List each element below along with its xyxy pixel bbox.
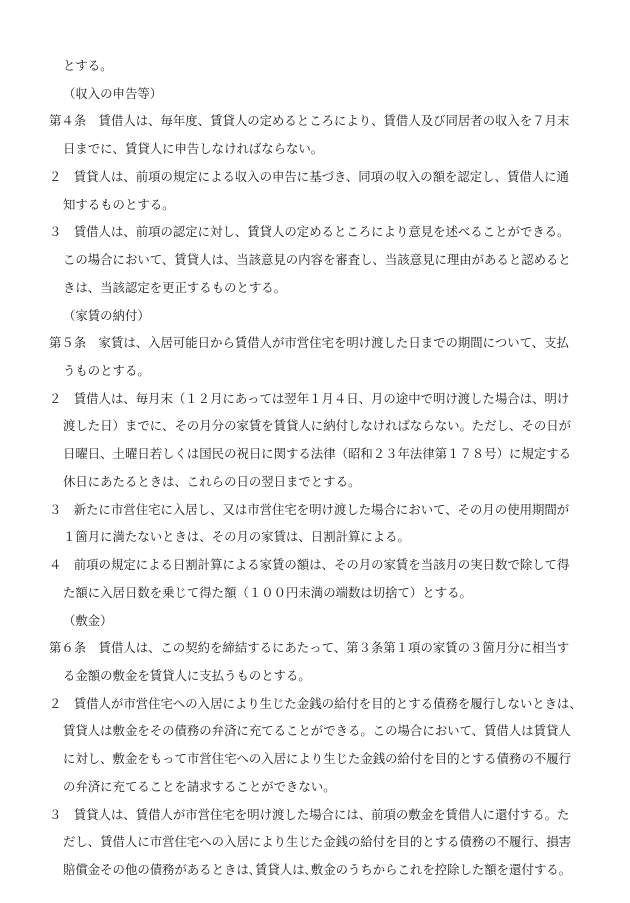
article-line: 第５条 家賃は、入居可能日から賃借人が市営住宅を明け渡した日までの期間について、支払 bbox=[49, 335, 569, 351]
paragraph-line: ２ 賃借人が市営住宅への入居により生じた金銭の給付を目的とする債務を履行しないときは、 bbox=[49, 695, 582, 711]
paragraph-line: ３ 新たに市営住宅に入居し、又は市営住宅を明け渡した場合において、その月の使用期間が bbox=[49, 501, 570, 517]
paragraph-line: ４ 前項の規定による日割計算による家賃の額は、その月の家賃を当該月の実日数で除して得 bbox=[49, 557, 570, 572]
article-line: 第６条 賃借人は、この契約を締結するにあたって、第３条第１項の家賃の３箇月分に相当す bbox=[49, 640, 570, 656]
text-line: 賠償金その他の債務があるときは､賃貸人は､敷金のうちからこれを控除した額を還付する。 bbox=[63, 862, 572, 877]
text-line: 賃貸人は敷金をその債務の弁済に充てることができる。この場合において、賃借人は賃貸人 bbox=[63, 723, 571, 739]
text-line: 知するものとする。 bbox=[63, 196, 175, 212]
text-line: る金額の敷金を賃貸人に支払うものとする。 bbox=[63, 667, 311, 683]
text-line: とする。 bbox=[63, 58, 113, 73]
text-line: １箇月に満たないときは、その月の家賃は、日割計算による。 bbox=[63, 529, 410, 545]
text-line: 休日にあたるときは、これらの日の翌日までとする。 bbox=[63, 473, 361, 489]
paragraph-line: ２ 賃貸人は、前項の規定による収入の申告に基づき、同項の収入の額を認定し、賃借人に通 bbox=[49, 168, 569, 184]
text-line: 渡した日）までに、その月分の家賃を賃貸人に納付しなければならない。ただし、その日が bbox=[63, 418, 572, 434]
paragraph-line: ３ 賃借人は、前項の認定に対し、賃貸人の定めるところにより意見を述べることができる。 bbox=[49, 224, 570, 240]
section-heading: （収入の申告等） bbox=[63, 85, 163, 101]
paragraph-line: ２ 賃借人は、毎月末（１２月にあっては翌年１月４日、月の途中で明け渡した場合は、明け bbox=[49, 390, 570, 406]
text-line: うものとする。 bbox=[63, 363, 150, 378]
text-line: だし、賃借人に市営住宅への入居により生じた金銭の給付を目的とする債務の不履行、損害 bbox=[63, 834, 572, 850]
text-line: た額に入居日数を乗じて得た額（１００円未満の端数は切捨て）とする。 bbox=[63, 584, 472, 600]
text-line: の弁済に充てることを請求することができない。 bbox=[63, 778, 336, 794]
text-line: きは、当該認定を更正するものとする。 bbox=[63, 279, 287, 295]
section-heading: （家賃の納付） bbox=[63, 307, 150, 323]
text-line: この場合において、賃貸人は、当該意見の内容を審査し、当該意見に理由があると認めると bbox=[63, 252, 571, 268]
text-line: 日曜日、土曜日若しくは国民の祝日に関する法律（昭和２３年法律第１７８号）に規定する bbox=[63, 446, 572, 462]
text-line: に対し、敷金をもって市営住宅への入居により生じた金銭の給付を目的とする債務の不履行 bbox=[63, 751, 572, 767]
section-heading: （敷金） bbox=[63, 612, 113, 628]
article-line: 第４条 賃借人は、毎年度、賃貸人の定めるところにより、賃借人及び同居者の収入を７月末 bbox=[49, 113, 570, 129]
text-line: 日までに、賃貸人に申告しなければならない。 bbox=[63, 141, 324, 157]
paragraph-line: ３ 賃貸人は、賃借人が市営住宅を明け渡した場合には、前項の敷金を賃借人に還付する。た bbox=[49, 806, 570, 822]
